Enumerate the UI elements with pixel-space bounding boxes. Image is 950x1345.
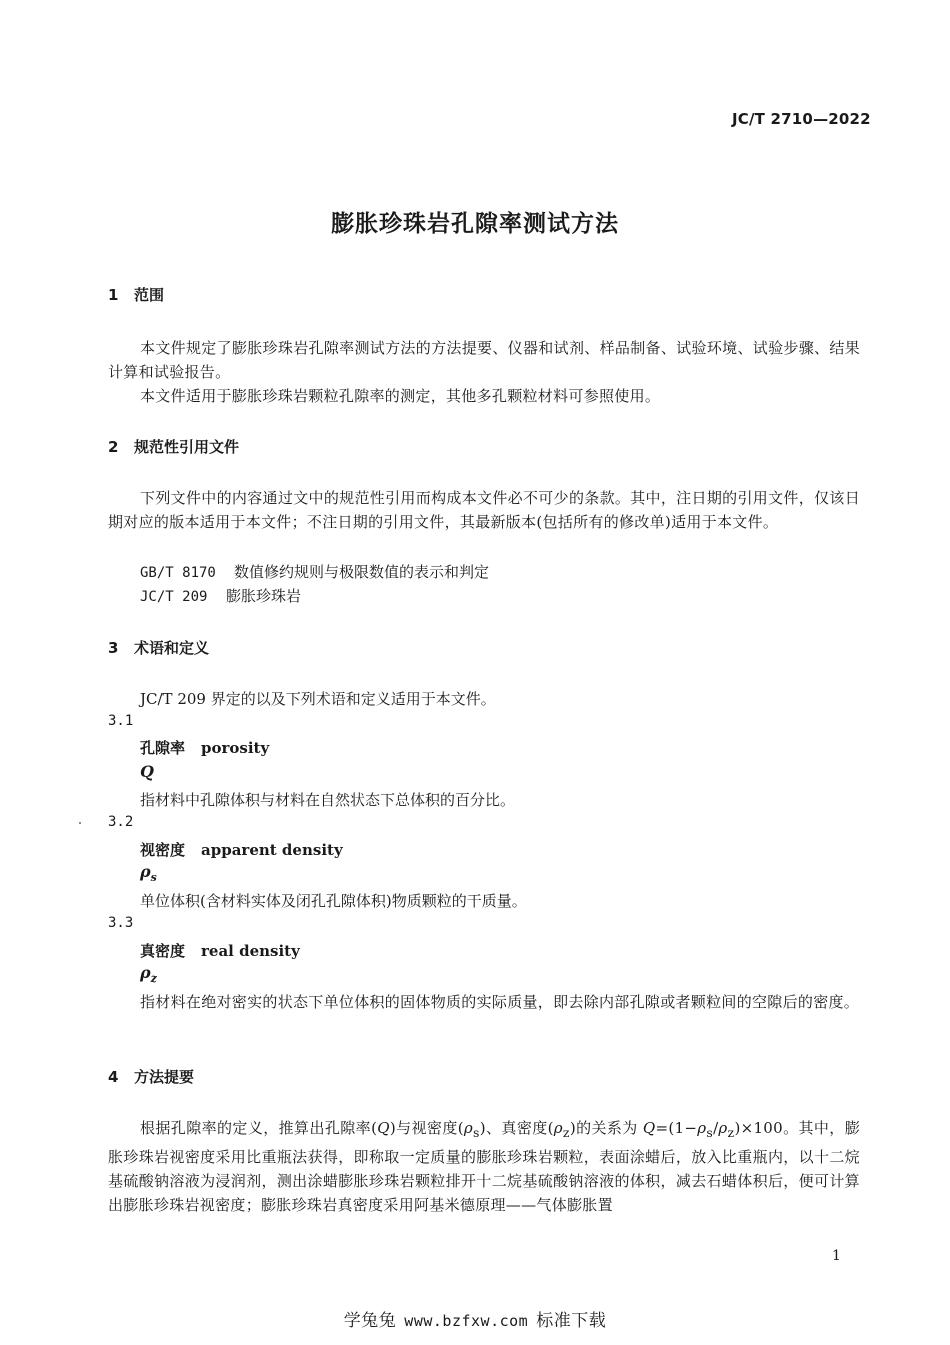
reference-code: GB/T 8170 (140, 565, 216, 581)
section-title: 术语和定义 (134, 639, 210, 657)
reference-item (140, 584, 301, 609)
section-heading-4 (108, 1066, 194, 1087)
term-symbol: $\rho_s$ (140, 862, 157, 885)
term-english: porosity (201, 739, 270, 757)
term-entry (140, 737, 269, 758)
section-heading-2 (108, 436, 239, 457)
page-number: 1 (832, 1248, 841, 1264)
term-definition: 指材料在绝对密实的状态下单位体积的固体物质的实际质量，即去除内部孔隙或者颗粒间的空隙后的密度。 (140, 993, 860, 1011)
section-heading-1 (108, 284, 164, 305)
section-title: 规范性引用文件 (134, 438, 240, 456)
reference-code: JC/T 209 (140, 589, 208, 605)
footer-site-name: 学兔兔 (343, 1311, 397, 1331)
term-english: apparent density (201, 841, 343, 859)
reference-title: 数值修约规则与极限数值的表示和判定 (234, 563, 490, 581)
page-title: 膨胀珍珠岩孔隙率测试方法 (331, 211, 619, 237)
reference-title: 膨胀珍珠岩 (226, 587, 302, 605)
scope-paragraph-2: 本文件适用于膨胀珍珠岩颗粒孔隙率的测定，其他多孔颗粒材料可参照使用。 (140, 387, 661, 405)
section-title: 方法提要 (134, 1068, 195, 1086)
term-entry (140, 940, 300, 961)
clause-number: 3.1 (108, 713, 134, 729)
section-number: 1 (108, 286, 119, 304)
watermark-footer (0, 1306, 950, 1331)
term-symbol: Q (140, 762, 154, 781)
section-number: 4 (108, 1068, 119, 1086)
terms-intro-paragraph: JC/T 209 界定的以及下列术语和定义适用于本文件。 (140, 690, 496, 708)
scan-speck (79, 822, 81, 824)
section-number: 2 (108, 438, 119, 456)
term-chinese: 孔隙率 (140, 739, 186, 757)
reference-item (140, 560, 489, 585)
clause-number: 3.3 (108, 915, 134, 931)
term-english: real density (201, 942, 300, 960)
term-chinese: 视密度 (140, 841, 186, 859)
method-summary-paragraph: 根据孔隙率的定义，推算出孔隙率(Q)与视密度$(\rho_s)$、真密度$(\rho_z)$的关系为 $Q=(1-\rho_s/\rho_z)\times 100$。其中，膨胀珍珠岩视密度采用比重瓶法获得，即称取一定质量的膨胀珍珠岩颗粒，表面涂蜡后，放入比重瓶内，以十二烷基硫酸钠溶液为浸润剂，测出涂蜡膨胀珍珠岩颗粒排开十二烷基硫酸钠溶液的体积，减去石蜡体积后，便可计算出膨胀珍珠岩视密度；膨胀珍珠岩真密度采用阿基米德原理——气体膨胀置 (108, 1119, 861, 1214)
normative-references-paragraph: 下列文件中的内容通过文中的规范性引用而构成本文件必不可少的条款。其中，注日期的引用文件，仅该日期对应的版本适用于本文件；不注日期的引用文件，其最新版本(包括所有的修改单)适用于本文件。 (108, 489, 860, 531)
scope-paragraph-1: 本文件规定了膨胀珍珠岩孔隙率测试方法的方法提要、仪器和试剂、样品制备、试验环境、试验步骤、结果计算和试验报告。 (108, 339, 860, 381)
term-symbol: $\rho_z$ (140, 963, 157, 986)
term-entry (140, 839, 343, 860)
term-chinese: 真密度 (140, 942, 186, 960)
section-heading-3 (108, 637, 209, 658)
term-definition: 指材料中孔隙体积与材料在自然状态下总体积的百分比。 (140, 791, 516, 809)
footer-url[interactable]: www.bzfxw.com (404, 1312, 529, 1330)
clause-number: 3.2 (108, 814, 134, 830)
section-number: 3 (108, 639, 119, 657)
term-definition: 单位体积(含材料实体及闭孔孔隙体积)物质颗粒的干质量。 (140, 892, 527, 910)
footer-tagline: 标准下载 (536, 1311, 607, 1331)
standard-number: JC/T 2710—2022 (732, 110, 871, 128)
section-title: 范围 (134, 286, 165, 304)
